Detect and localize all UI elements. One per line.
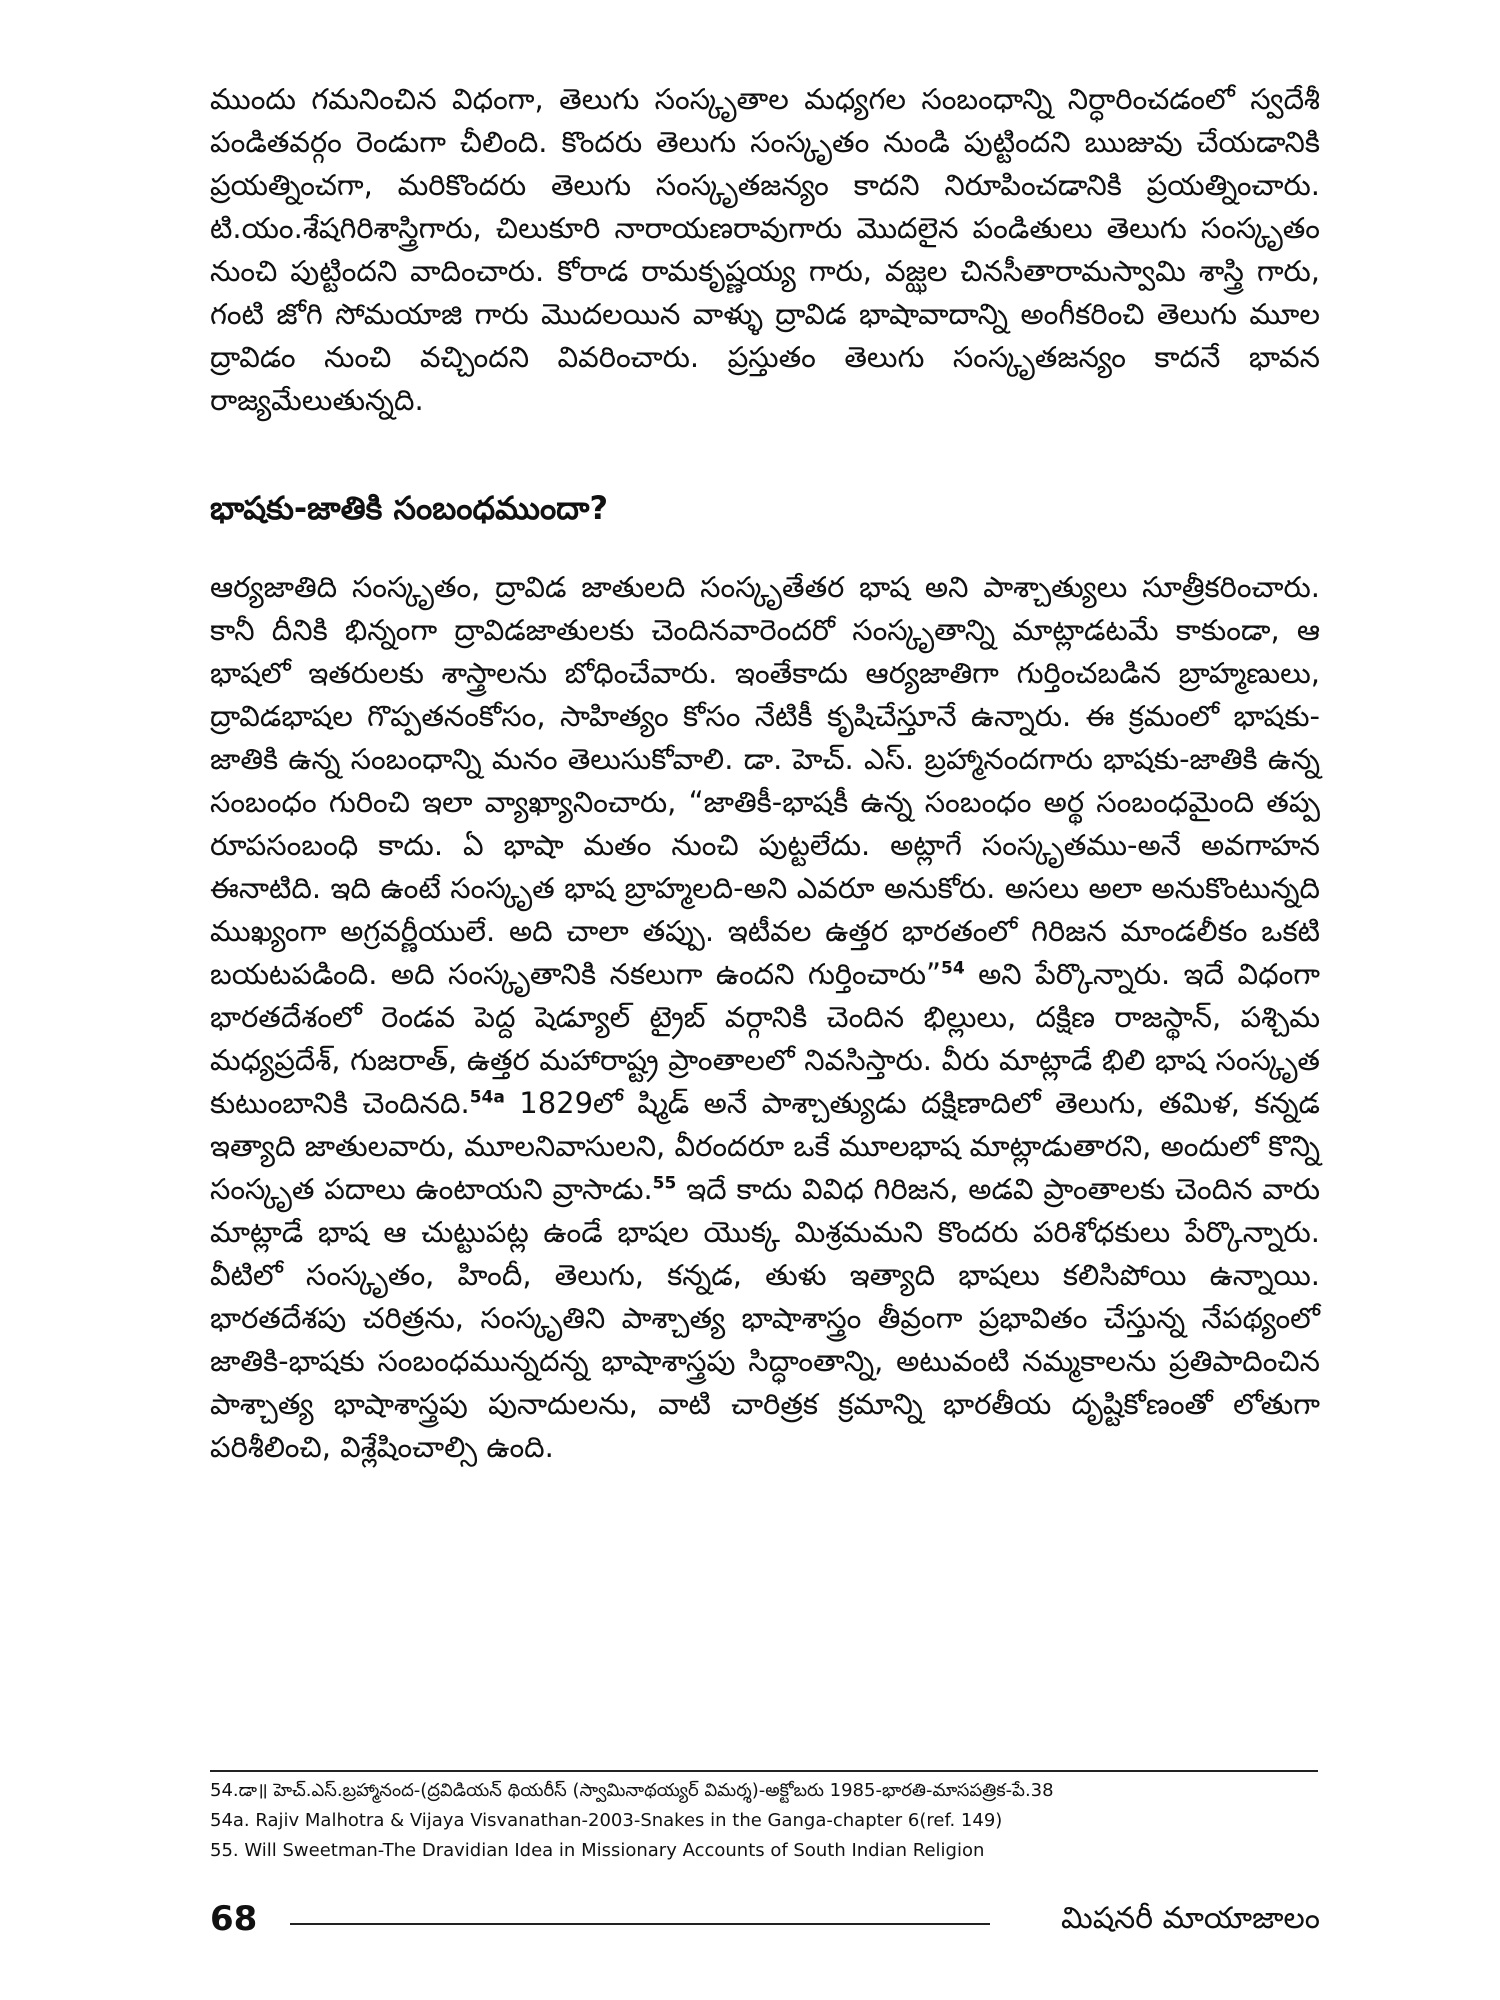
page-footer <box>210 1895 1320 1945</box>
footnote-ref-54[interactable]: 54 <box>941 958 965 979</box>
paragraph-2-text: ఇదే కాదు వివిధ గిరిజన, అడవి ప్రాంతాలకు చెందిన వారు మాట్లాడే భాష ఆ చుట్టుపట్ల ఉండే భాషల యొక్క మిశ్రమమని కొందరు పరిశోధకులు పేర్కొన్నారు. వీటిలో సంస్కృతం, హిందీ, తెలుగు, కన్నడ, తుళు ఇత్యాది భాషలు కలిసిపోయి ఉన్నాయి. భారతదేశపు చరిత్రను, సంస్కృతిని పాశ్చాత్య భాషాశాస్త్రం తీవ్రంగా ప్రభావితం చేస్తున్న నేపథ్యంలో జాతికి-భాషకు సంబంధమున్నదన్న భాషాశాస్త్రపు సిద్ధాంతాన్ని, అటువంటి నమ్మకాలను ప్రతిపాదించిన పాశ్చాత్య భాషాశాస్త్రపు పునాదులను, వాటి చారిత్రక క్రమాన్ని భారతీయ దృష్టికోణంతో లోతుగా పరిశీలించి, విశ్లేషించాల్సి ఉంది. <box>210 1172 1320 1464</box>
footnote-ref-54a[interactable]: 54a <box>469 1087 505 1108</box>
book-title: మిషనరీ మాయాజాలం <box>1061 1901 1320 1936</box>
footnote-54a: 54a. Rajiv Malhotra & Vijaya Visvanathan-2003-Snakes in the Ganga-chapter 6(ref. 149) <box>210 1810 1003 1831</box>
footnotes <box>210 1776 1320 1866</box>
paragraph-2 <box>210 566 1320 1469</box>
page-number: 68 <box>210 1899 258 1939</box>
footnote-54: 54.డా॥ హెచ్.ఎస్.బ్రహ్మానంద-(ద్రవిడియన్ థియరీస్ (స్వామినాథయ్యర్ విమర్శ)-అక్టోబరు 1985-భారతి-మాసపత్రిక-పే.38 <box>210 1780 1054 1801</box>
paragraph-1: ముందు గమనించిన విధంగా, తెలుగు సంస్కృతాల మధ్యగల సంబంధాన్ని నిర్ధారించడంలో స్వదేశీ పండితవర్గం రెండుగా చీలింది. కొందరు తెలుగు సంస్కృతం నుండి పుట్టిందని ఋజువు చేయడానికి ప్రయత్నించగా, మరికొందరు తెలుగు సంస్కృతజన్యం కాదని నిరూపించడానికి ప్రయత్నించారు. టి.యం.శేషగిరిశాస్త్రిగారు, చిలుకూరి నారాయణరావుగారు మొదలైన పండితులు తెలుగు సంస్కృతం నుంచి పుట్టిందని వాదించారు. కోరాడ రామకృష్ణయ్య గారు, వజ్ఝల చినసీతారామస్వామి శాస్త్రి గారు, గంటి జోగి సోమయాజి గారు మొదలయిన వాళ్ళు ద్రావిడ భాషావాదాన్ని అంగీకరించి తెలుగు మూల ద్రావిడం నుంచి వచ్చిందని వివరించారు. ప్రస్తుతం తెలుగు సంస్కృతజన్యం కాదనే భావన రాజ్యమేలుతున్నది. <box>210 82 1320 417</box>
footnote-ref-55[interactable]: 55 <box>652 1173 677 1194</box>
paragraph-2-text: ఆర్యజాతిది సంస్కృతం, ద్రావిడ జాతులది సంస్కృతేతర భాష అని పాశ్చాత్యులు సూత్రీకరించారు. కానీ దీనికి భిన్నంగా ద్రావిడజాతులకు చెందినవారెందరో సంస్కృతాన్ని మాట్లాడటమే కాకుండా, ఆ భాషలో ఇతరులకు శాస్త్రాలను బోధించేవారు. ఇంతేకాదు ఆర్యజాతిగా గుర్తించబడిన బ్రాహ్మణులు, ద్రావిడభాషల గొప్పతనంకోసం, సాహిత్యం కోసం నేటికీ కృషిచేస్తూనే ఉన్నారు. ఈ క్రమంలో భాషకు-జాతికి ఉన్న సంబంధాన్ని మనం తెలుసుకోవాలి. డా. హెచ్. ఎస్. బ్రహ్మానందగారు భాషకు-జాతికి ఉన్న సంబంధం గురించి ఇలా వ్యాఖ్యానించారు, “జాతికీ-భాషకీ ఉన్న సంబంధం అర్థ సంబంధమైంది తప్ప రూపసంబంధి కాదు. ఏ భాషా మతం నుంచి పుట్టలేదు. అట్లాగే సంస్కృతము-అనే అవగాహన ఈనాటిది. ఇది ఉంటే సంస్కృత భాష బ్రాహ్మలది-అని ఎవరూ అనుకోరు. అసలు అలా అనుకొంటున్నది ముఖ్యంగా అగ్రవర్ణీయులే. అది చాలా తప్పు. ఇటీవల ఉత్తర భారతంలో గిరిజన మాండలీకం ఒకటి బయటపడింది. అది సంస్కృతానికి నకలుగా ఉందని గుర్తించారు” <box>210 570 1320 991</box>
section-heading: భాషకు-జాతికి సంబంధముందా? <box>210 489 609 527</box>
paragraph-2-text: 1829లో ష్మిడ్ అనే పాశ్చాత్యుడు దక్షిణాదిలో తెలుగు, తమిళ, కన్నడ ఇత్యాది జాతులవారు, మూలనివాసులని, వీరందరూ ఒకే మూలభాష మాట్లాడుతారని, అందులో కొన్ని సంస్కృత పదాలు ఉంటాయని వ్రాసాడు. <box>210 1086 1321 1206</box>
paragraph-2-text: అని పేర్కొన్నారు. ఇదే విధంగా భారతదేశంలో రెండవ పెద్ద షెడ్యూల్ ట్రైబ్ వర్గానికి చెందిన భిల్లులు, దక్షిణ రాజస్థాన్, పశ్చిమ మధ్యప్రదేశ్, గుజరాత్, ఉత్తర మహారాష్ట్ర ప్రాంతాలలో నివసిస్తారు. వీరు మాట్లాడే భిలి భాష సంస్కృత కుటుంబానికి చెందినది. <box>210 957 1320 1120</box>
footnote-55: 55. Will Sweetman-The Dravidian Idea in Missionary Accounts of South Indian Religion <box>210 1840 985 1861</box>
body-text <box>210 78 1320 1469</box>
footer-divider <box>290 1923 990 1925</box>
footnote-divider <box>210 1770 1318 1772</box>
